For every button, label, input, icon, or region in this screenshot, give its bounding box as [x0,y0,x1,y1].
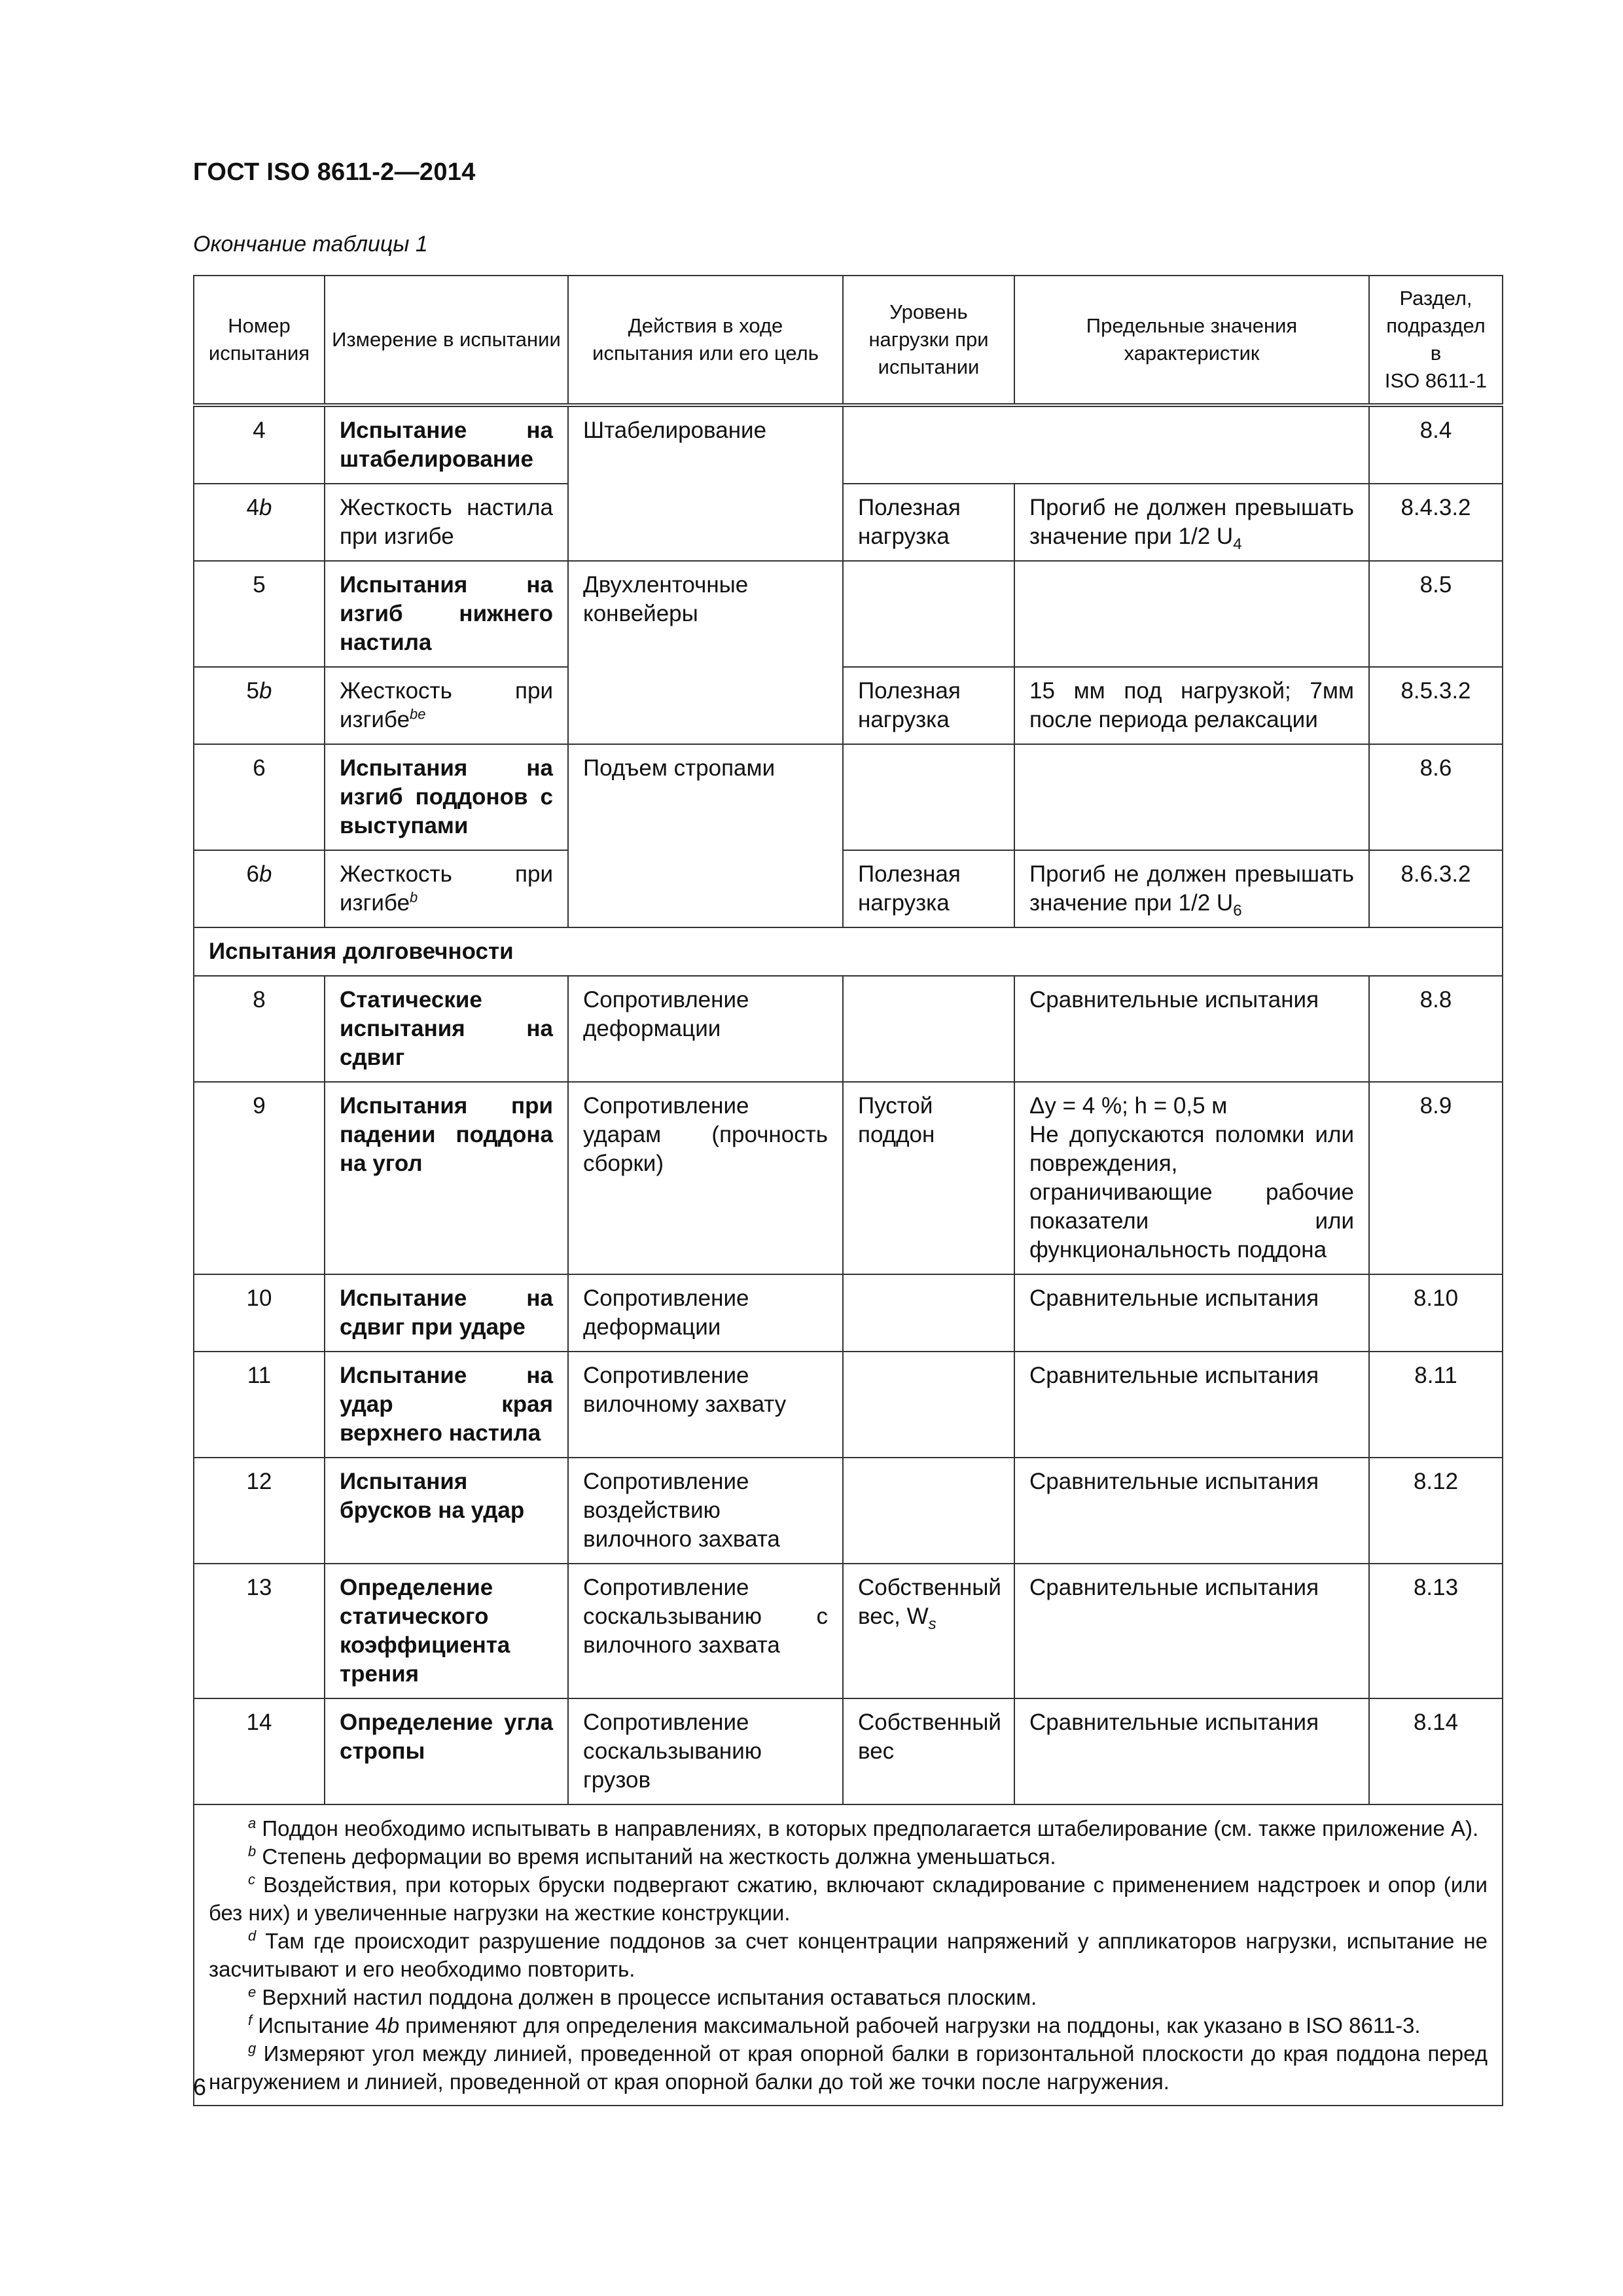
cell-action: Сопротивление ударам (прочность сборки) [568,1082,843,1274]
cell-action: Подъем стропами [568,744,843,927]
cell-limits: Сравнительные испытания [1014,1274,1369,1352]
cell-number: 11 [194,1352,325,1458]
cell-section: 8.5.3.2 [1369,667,1503,744]
cell-section: 8.4 [1369,405,1503,484]
cell-measurement: Определение угла стропы [325,1698,568,1804]
footnotes-row [194,1804,1503,2106]
cell-load: Собственный вес [843,1698,1014,1804]
cell-empty [843,976,1014,1082]
table-row [194,1082,1503,1274]
cell-measurement: Статические испытания на сдвиг [325,976,568,1082]
cell-empty [1014,744,1369,850]
cell-number: 12 [194,1458,325,1564]
cell-measurement: Испытание на сдвиг при ударе [325,1274,568,1352]
cell-action: Сопротивление деформации [568,976,843,1082]
cell-action: Штабелирование [568,405,843,561]
footnote-d [209,1927,1488,1983]
cell-load: Пустой поддон [843,1082,1014,1274]
cell-number: 13 [194,1564,325,1698]
footnote-mark: f [248,2012,253,2028]
footnote-mark: c [248,1871,255,1888]
cell-limits [1014,1082,1369,1274]
footnote-text: Поддон необходимо испытывать в направлениях, в которых предполагается штабелирование (см. также приложение А). [262,1816,1479,1840]
table-row [194,1698,1503,1804]
footnote-text: Верхний настил поддона должен в процессе испытания оставаться плоским. [262,1985,1037,2009]
table-row [194,1458,1503,1564]
cell-measurement: Испытания на изгиб нижнего настила [325,561,568,667]
col-header-section [1369,276,1503,405]
cell-measurement: Испытания брусков на удар [325,1458,568,1564]
table-container [193,275,1502,2106]
footnote-g [209,2039,1488,2096]
footnote-ref: be [410,706,426,723]
cell-section: 8.11 [1369,1352,1503,1458]
table-row [194,1564,1503,1698]
footnote-mark: a [248,1815,257,1831]
cell-number: 6 [194,744,325,850]
footnotes [194,1804,1503,2106]
page-number: 6 [193,2073,207,2100]
cell-measurement: Определение статического коэффициента трения [325,1564,568,1698]
cell-action: Сопротивление соскальзыванию грузов [568,1698,843,1804]
col-header-section-line1: Раздел, подраздел [1386,287,1486,337]
number-value: 6 [246,861,259,887]
col-header-action: Действия в ходе испытания или его цель [568,276,843,405]
limits-subscript: 6 [1233,902,1242,920]
cell-action: Сопротивление вилочному захвату [568,1352,843,1458]
cell-empty [1014,561,1369,667]
cell-action: Двухленточные конвейеры [568,561,843,744]
cell-empty [843,1274,1014,1352]
cell-empty [843,1352,1014,1458]
cell-number: 10 [194,1274,325,1352]
table-row [194,850,1503,927]
cell-empty [843,561,1014,667]
cell-number [194,850,325,927]
load-text: Собственный вес, W [858,1575,1001,1629]
cell-empty [843,744,1014,850]
limits-text: Прогиб не должен превышать значение при 1/2 U [1029,495,1354,549]
cell-number: 14 [194,1698,325,1804]
cell-limits: Сравнительные испытания [1014,1352,1369,1458]
cell-section: 8.12 [1369,1458,1503,1564]
footnote-text: Степень деформации во время испытаний на жесткость должна уменьшаться. [262,1844,1056,1869]
footnote-a [209,1814,1488,1842]
footnote-c [209,1871,1488,1927]
number-value: 5 [246,678,259,704]
col-header-limits: Предельные значения характеристик [1014,276,1369,405]
cell-action: Сопротивление воздействию вилочного захвата [568,1458,843,1564]
cell-limits: Сравнительные испытания [1014,1698,1369,1804]
measurement-text: Жесткость при изгибе [340,678,553,732]
cell-empty [843,405,1369,484]
number-suffix: b [259,861,272,887]
cell-number: 8 [194,976,325,1082]
cell-section: 8.6.3.2 [1369,850,1503,927]
table-row [194,484,1503,561]
footnote-mark: d [248,1928,257,1944]
footnote-text: Измеряют угол между линией, проведенной от края опорной балки в горизонтальной плоскости до края поддона перед нагружением и линией, проведенной от края опорной балки до той же точки после нагружения. [209,2041,1488,2094]
cell-measurement: Испытания при падении поддона на угол [325,1082,568,1274]
footnote-text: Испытание 4 [258,2013,387,2037]
footnote-text-italic: b [387,2013,400,2037]
cell-number: 5 [194,561,325,667]
col-header-section-line3: ISO 8611-1 [1384,369,1488,392]
cell-section: 8.5 [1369,561,1503,667]
limits-subscript: 4 [1233,535,1242,553]
measurement-text: Жесткость при изгибе [340,861,553,916]
cell-measurement: Жесткость настила при изгибе [325,484,568,561]
table-row [194,744,1503,850]
cell-section: 8.6 [1369,744,1503,850]
document-header: ГОСТ ISO 8611-2—2014 [193,158,476,186]
footnote-mark: g [248,2040,257,2056]
footnote-ref: b [410,889,418,906]
number-suffix: b [259,678,272,704]
section-title: Испытания долговечности [194,927,1503,976]
cell-section: 8.10 [1369,1274,1503,1352]
col-header-number: Номер испытания [194,276,325,405]
table-header-row [194,276,1503,405]
load-subscript: s [928,1615,936,1633]
footnote-text: Там где происходит разрушение поддонов за счет концентрации напряжений у аппликаторов нагрузки, испытание не засчитывают и его необходимо повторить. [209,1929,1488,1981]
cell-measurement: Испытания на изгиб поддонов с выступами [325,744,568,850]
footnote-text: Воздействия, при которых бруски подвергают сжатию, включают складирование с применением надстроек и опор (или без них) и увеличенные нагрузки на жесткие конструкции. [209,1873,1488,1925]
cell-limits [1014,484,1369,561]
number-suffix: b [259,495,272,520]
cell-section: 8.14 [1369,1698,1503,1804]
col-header-load: Уровень нагрузки при испытании [843,276,1014,405]
cell-measurement [325,850,568,927]
footnote-e [209,1983,1488,2011]
cell-limits: Сравнительные испытания [1014,976,1369,1082]
cell-limits: Сравнительные испытания [1014,1458,1369,1564]
table-row [194,1274,1503,1352]
cell-measurement: Испытание на удар края верхнего настила [325,1352,568,1458]
cell-load: Полезная нагрузка [843,850,1014,927]
footnote-mark: b [248,1843,257,1859]
footnote-text: применяют для определения максимальной рабочей нагрузки на поддоны, как указано в ISO 8611-3. [399,2013,1421,2037]
cell-action: Сопротивление деформации [568,1274,843,1352]
table-row [194,561,1503,667]
cell-measurement: Испытание на штабелирование [325,405,568,484]
limits-text: Не допускаются поломки или повреждения, ограничивающие рабочие показатели или функциональность поддона [1029,1122,1354,1263]
cell-measurement [325,667,568,744]
footnote-mark: e [248,1984,257,2000]
section-title-row [194,927,1503,976]
limits-formula: Δy = 4 %; h = 0,5 м [1029,1093,1228,1119]
cell-limits [1014,850,1369,927]
cell-action: Сопротивление соскальзыванию с вилочного захвата [568,1564,843,1698]
cell-empty [843,1458,1014,1564]
col-header-section-line2: в [1430,342,1442,365]
cell-section: 8.9 [1369,1082,1503,1274]
cell-load: Полезная нагрузка [843,484,1014,561]
cell-load [843,1564,1014,1698]
cell-limits: Сравнительные испытания [1014,1564,1369,1698]
footnote-b [209,1842,1488,1871]
cell-number [194,484,325,561]
cell-number [194,667,325,744]
limits-text: Прогиб не должен превышать значение при 1/2 U [1029,861,1354,916]
cell-number: 4 [194,405,325,484]
table-row [194,976,1503,1082]
table-row [194,1352,1503,1458]
table-row [194,667,1503,744]
number-value: 4 [246,495,259,520]
test-table [193,275,1503,2106]
cell-load: Полезная нагрузка [843,667,1014,744]
col-header-measurement: Измерение в испытании [325,276,568,405]
cell-section: 8.4.3.2 [1369,484,1503,561]
cell-section: 8.8 [1369,976,1503,1082]
table-row [194,405,1503,484]
footnote-f [209,2011,1488,2039]
cell-section: 8.13 [1369,1564,1503,1698]
cell-number: 9 [194,1082,325,1274]
cell-limits: 15 мм под нагрузкой; 7мм после периода релаксации [1014,667,1369,744]
table-caption: Окончание таблицы 1 [193,232,428,257]
